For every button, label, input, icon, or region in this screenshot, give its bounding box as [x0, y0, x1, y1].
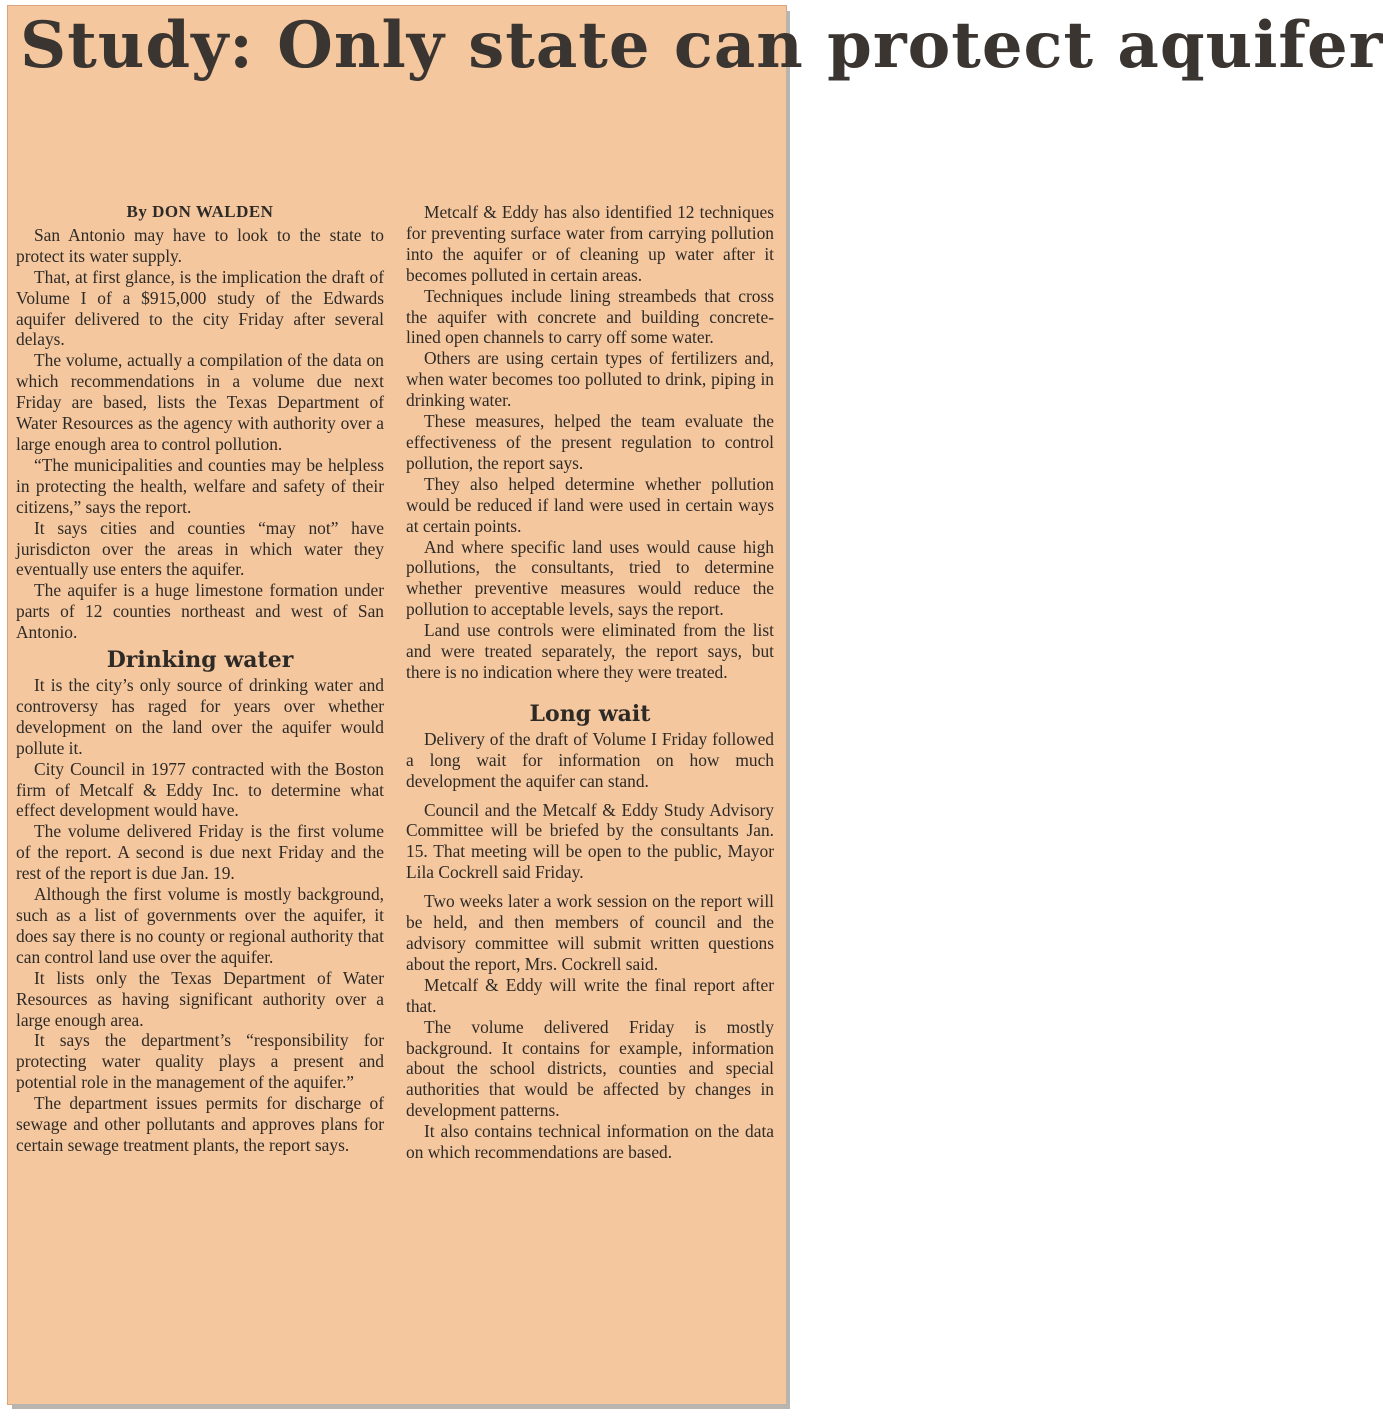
- paragraph: It lists only the Texas Department of Water Resources as having significant authority over a large enough area.: [16, 967, 384, 1030]
- paragraph: Metcalf & Eddy has also identified 12 techniques for preventing surface water from carrying pollution into the aquifer or of cleaning up water after it becomes polluted in certain areas.: [406, 202, 774, 285]
- subhead-drinking-water: Drinking water: [106, 647, 294, 674]
- newspaper-clipping: [8, 6, 1383, 1404]
- paragraph: The volume delivered Friday is mostly background. It contains for example, information about the school districts, counties and special authorities that would be affected by changes in development patterns.: [406, 1016, 774, 1121]
- spacer: [406, 683, 774, 697]
- paragraph: Two weeks later a work session on the report will be held, and then members of council and the advisory committee will submit written questions about the report, Mrs. Cockrell said.: [406, 891, 774, 974]
- spacer: [406, 792, 774, 800]
- paragraph: It also contains technical information on the data on which recommendations are based.: [406, 1121, 774, 1163]
- paragraph: Techniques include lining streambeds that cross the aquifer with concrete and building concrete-lined open channels to carry off some water.: [406, 285, 774, 348]
- paragraph: The volume delivered Friday is the first volume of the report. A second is due next Friday and the rest of the report is due Jan. 19.: [16, 821, 384, 884]
- paragraph: Land use controls were eliminated from the list and were treated separately, the report says, but there is no indication where they were treated.: [406, 620, 774, 682]
- paragraph: These measures, helped the team evaluate the effectiveness of the present regulation to control pollution, the report says.: [406, 411, 774, 473]
- paragraph: “The municipalities and counties may be helpless in protecting the health, welfare and safety of their citizens,” says the report.: [16, 454, 384, 517]
- paragraph: The aquifer is a huge limestone formation under parts of 12 counties northeast and west of San Antonio.: [16, 580, 384, 643]
- paragraph: It says the department’s “responsibility for protecting water quality plays a present and potential role in the management of the aquifer.”: [16, 1030, 384, 1093]
- paragraph: San Antonio may have to look to the state to protect its water supply.: [16, 224, 384, 266]
- paragraph: They also helped determine whether pollution would be reduced if land were used in certain ways at certain points.: [406, 473, 774, 536]
- paragraph: The volume, actually a compilation of the data on which recommendations in a volume due next Friday are based, lists the Texas Department of Water Resources as the agency with authority over a large enough area to control pollution.: [16, 350, 384, 454]
- paragraph: Delivery of the draft of Volume I Friday followed a long wait for information on how much development the aquifer can stand.: [406, 728, 774, 791]
- paragraph: Council and the Metcalf & Eddy Study Advisory Committee will be briefed by the consultants Jan. 15. That meeting will be open to the public, Mayor Lila Cockrell said Friday.: [406, 799, 774, 883]
- right-column: [406, 202, 774, 1163]
- headline: Study: Only state can protect aquifer: [20, 8, 1383, 83]
- paragraph: That, at first glance, is the implication the draft of Volume I of a $915,000 study of the Edwards aquifer delivered to the city Friday after several delays.: [16, 266, 384, 350]
- spacer: [406, 883, 774, 891]
- paragraph: City Council in 1977 contracted with the Boston firm of Metcalf & Eddy Inc. to determine what effect development would have.: [16, 758, 384, 821]
- byline: By DON WALDEN: [126, 202, 274, 221]
- paragraph: Metcalf & Eddy will write the final report after that.: [406, 974, 774, 1016]
- paragraph: Others are using certain types of fertilizers and, when water becomes too polluted to drink, piping in drinking water.: [406, 348, 774, 411]
- paragraph: Although the first volume is mostly background, such as a list of governments over the aquifer, it does say there is no county or regional authority that can control land use over the aquifer.: [16, 884, 384, 967]
- paragraph: It is the city’s only source of drinking water and controversy has raged for years over whether development on the land over the aquifer would pollute it.: [16, 675, 384, 758]
- paragraph: The department issues permits for discharge of sewage and other pollutants and approves plans for certain sewage treatment plants, the report says.: [16, 1093, 384, 1155]
- paragraph: And where specific land uses would cause high pollutions, the consultants, tried to determine whether preventive measures would reduce the pollution to acceptable levels, says the report.: [406, 536, 774, 620]
- subhead-long-wait: Long wait: [529, 700, 651, 727]
- paragraph: It says cities and counties “may not” have jurisdicton over the areas in which water they eventually use enters the aquifer.: [16, 517, 384, 580]
- left-column: [16, 202, 384, 1156]
